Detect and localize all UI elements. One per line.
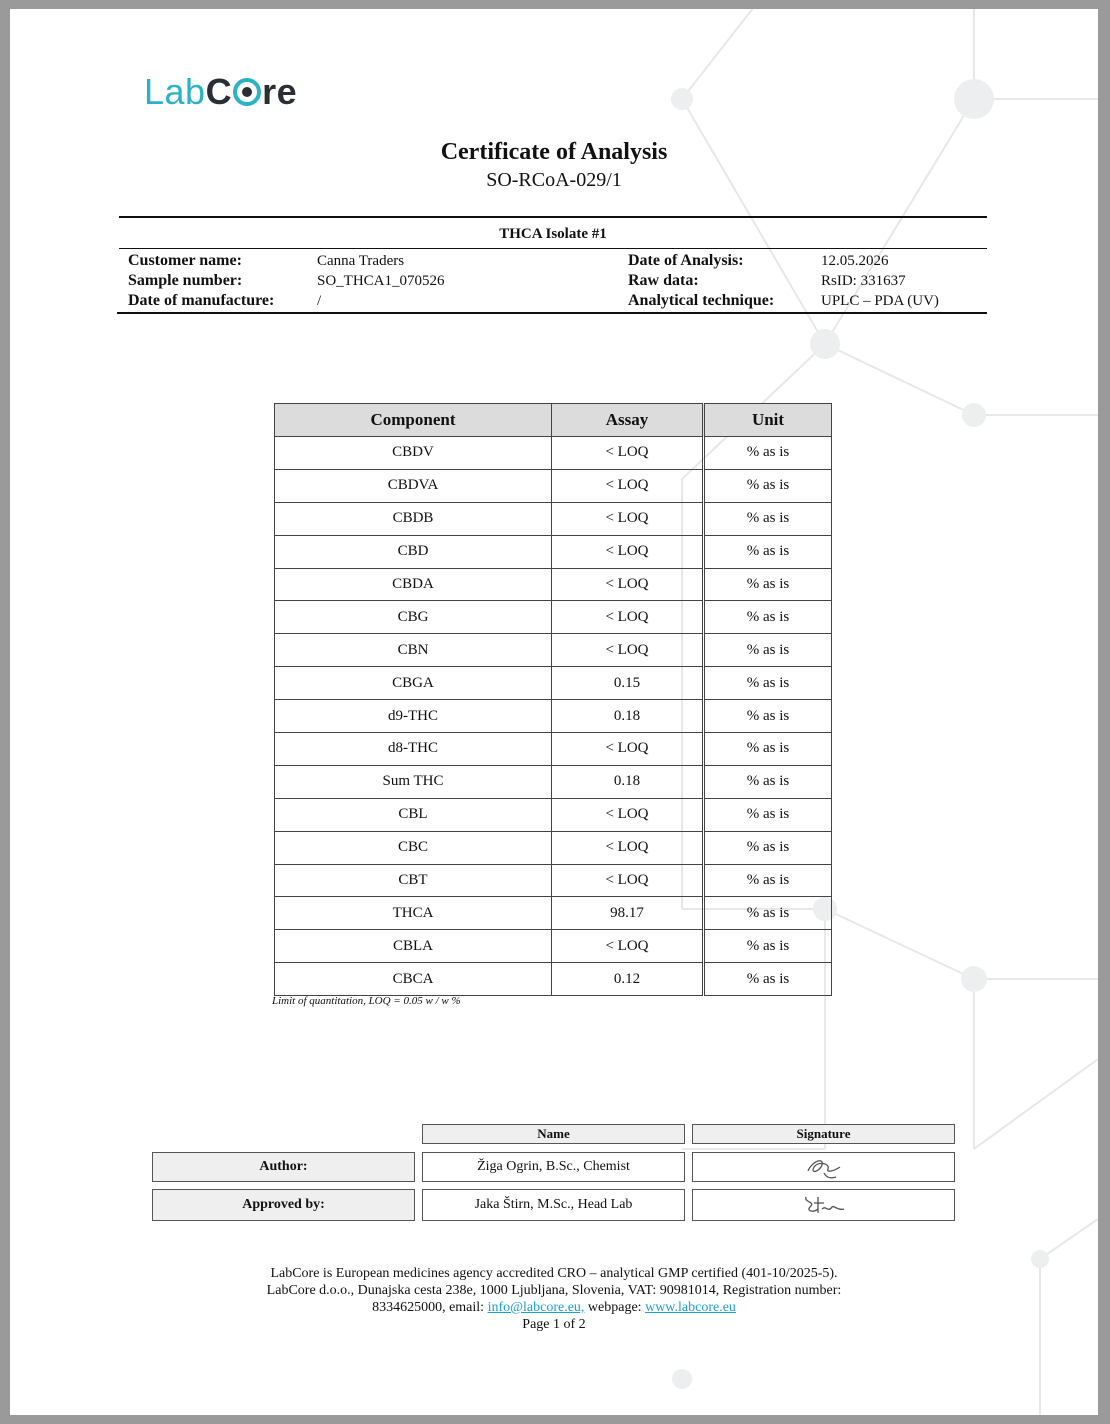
assay-cell: 0.18 [552, 765, 704, 798]
sample-name: THCA Isolate #1 [499, 226, 607, 242]
info-right [628, 251, 988, 311]
table-row [275, 897, 832, 930]
table-row [275, 733, 832, 766]
info-value: SO_THCA1_070526 [317, 273, 445, 289]
assay-cell: < LOQ [552, 469, 704, 502]
table-row [275, 601, 832, 634]
unit-cell: % as is [704, 568, 832, 601]
unit-cell: % as is [704, 930, 832, 963]
component-cell: CBLA [275, 930, 552, 963]
header-mid-rule [119, 248, 987, 249]
unit-cell: % as is [704, 963, 832, 996]
unit-cell: % as is [704, 798, 832, 831]
approved-label: Approved by: [242, 1197, 325, 1212]
column-header-component: Component [275, 404, 552, 437]
signature-header-text: Signature [796, 1126, 851, 1141]
info-value: UPLC – PDA (UV) [821, 293, 939, 309]
table-row [275, 469, 832, 502]
assay-cell: < LOQ [552, 831, 704, 864]
footer-registration: 8334625000, email: [372, 1300, 488, 1315]
author-name-cell [422, 1152, 685, 1182]
info-value: 12.05.2026 [821, 253, 889, 269]
logo-c-text: C [205, 71, 233, 112]
column-header-unit: Unit [704, 404, 832, 437]
unit-cell: % as is [704, 535, 832, 568]
unit-cell: % as is [704, 502, 832, 535]
unit-cell: % as is [704, 733, 832, 766]
info-label: Customer name: [128, 252, 242, 269]
results-table [274, 403, 832, 996]
info-value: / [317, 293, 322, 309]
header-top-rule [119, 216, 987, 218]
assay-cell: < LOQ [552, 601, 704, 634]
labcore-logo [144, 71, 297, 113]
unit-cell: % as is [704, 831, 832, 864]
document-page [10, 9, 1098, 1415]
info-value: Canna Traders [317, 253, 405, 269]
unit-cell: % as is [704, 667, 832, 700]
assay-cell: 0.15 [552, 667, 704, 700]
component-cell: CBN [275, 634, 552, 667]
table-row [275, 831, 832, 864]
author-signature-cell [692, 1152, 955, 1182]
approved-label-cell [152, 1189, 415, 1221]
info-row [128, 271, 628, 291]
table-row [275, 963, 832, 996]
name-column-header [422, 1124, 685, 1144]
component-cell: CBDB [275, 502, 552, 535]
info-label: Analytical technique: [628, 292, 775, 309]
header-bottom-rule [117, 312, 987, 314]
footer-address: LabCore d.o.o., Dunajska cesta 238e, 1000 Ljubljana, Slovenia, VAT: 90981014, Registration number: [266, 1283, 842, 1298]
assay-cell: < LOQ [552, 437, 704, 470]
unit-cell: % as is [704, 634, 832, 667]
table-row [275, 535, 832, 568]
webpage-link[interactable]: www.labcore.eu [645, 1300, 736, 1315]
approved-signature-image [794, 1191, 854, 1219]
component-cell: CBD [275, 535, 552, 568]
info-row [128, 291, 628, 311]
author-name: Žiga Ogrin, B.Sc., Chemist [477, 1159, 630, 1174]
name-header-text: Name [537, 1126, 570, 1141]
component-cell: CBG [275, 601, 552, 634]
component-cell: d9-THC [275, 700, 552, 733]
unit-cell: % as is [704, 864, 832, 897]
info-row [628, 251, 988, 271]
approved-name-cell [422, 1189, 685, 1221]
info-label: Date of Analysis: [628, 252, 744, 269]
author-signature-image [794, 1153, 854, 1181]
signature-column-header [692, 1124, 955, 1144]
component-cell: d8-THC [275, 733, 552, 766]
component-cell: CBDVA [275, 469, 552, 502]
component-cell: CBL [275, 798, 552, 831]
document-title: Certificate of Analysis [440, 139, 668, 165]
webpage-label: webpage: [584, 1300, 646, 1315]
table-header-row [275, 404, 832, 437]
info-label: Raw data: [628, 272, 699, 289]
info-value: RsID: 331637 [821, 273, 906, 289]
assay-cell: < LOQ [552, 568, 704, 601]
info-row [628, 291, 988, 311]
approved-name: Jaka Štirn, M.Sc., Head Lab [474, 1197, 633, 1212]
assay-cell: < LOQ [552, 535, 704, 568]
column-header-assay: Assay [552, 404, 704, 437]
document-id: SO-RCoA-029/1 [486, 169, 622, 191]
unit-cell: % as is [704, 700, 832, 733]
author-label: Author: [259, 1159, 308, 1174]
assay-cell: < LOQ [552, 864, 704, 897]
component-cell: CBCA [275, 963, 552, 996]
logo-lab-text: Lab [144, 71, 206, 112]
unit-cell: % as is [704, 897, 832, 930]
approved-signature-cell [692, 1189, 955, 1221]
table-row [275, 502, 832, 535]
component-cell: Sum THC [275, 765, 552, 798]
unit-cell: % as is [704, 469, 832, 502]
component-cell: CBDA [275, 568, 552, 601]
component-cell: CBC [275, 831, 552, 864]
component-cell: CBT [275, 864, 552, 897]
info-label: Sample number: [128, 272, 243, 289]
assay-cell: 98.17 [552, 897, 704, 930]
table-row [275, 437, 832, 470]
author-label-cell [152, 1152, 415, 1182]
page-number: Page 1 of 2 [522, 1317, 586, 1332]
component-cell: THCA [275, 897, 552, 930]
assay-cell: < LOQ [552, 634, 704, 667]
component-cell: CBGA [275, 667, 552, 700]
footer-contact [10, 1299, 1098, 1316]
assay-cell: < LOQ [552, 798, 704, 831]
assay-cell: < LOQ [552, 502, 704, 535]
logo-re-text: re [262, 71, 298, 112]
email-link[interactable]: info@labcore.eu, [487, 1300, 585, 1315]
footer-accreditation: LabCore is European medicines agency accredited CRO – analytical GMP certified (401-10/2025-5). [270, 1266, 838, 1281]
info-row [128, 251, 628, 271]
info-left [128, 251, 628, 311]
assay-cell: 0.18 [552, 700, 704, 733]
table-row [275, 930, 832, 963]
table-row [275, 568, 832, 601]
info-label: Date of manufacture: [128, 292, 275, 309]
loq-note: Limit of quantitation, LOQ = 0.05 w / w % [272, 995, 461, 1007]
table-row [275, 700, 832, 733]
assay-cell: 0.12 [552, 963, 704, 996]
assay-cell: < LOQ [552, 930, 704, 963]
info-row [628, 271, 988, 291]
table-row [275, 765, 832, 798]
table-row [275, 634, 832, 667]
logo-o-icon [233, 78, 261, 106]
assay-cell: < LOQ [552, 733, 704, 766]
table-row [275, 864, 832, 897]
unit-cell: % as is [704, 601, 832, 634]
component-cell: CBDV [275, 437, 552, 470]
unit-cell: % as is [704, 765, 832, 798]
footer [10, 1265, 1098, 1333]
unit-cell: % as is [704, 437, 832, 470]
table-row [275, 667, 832, 700]
table-row [275, 798, 832, 831]
